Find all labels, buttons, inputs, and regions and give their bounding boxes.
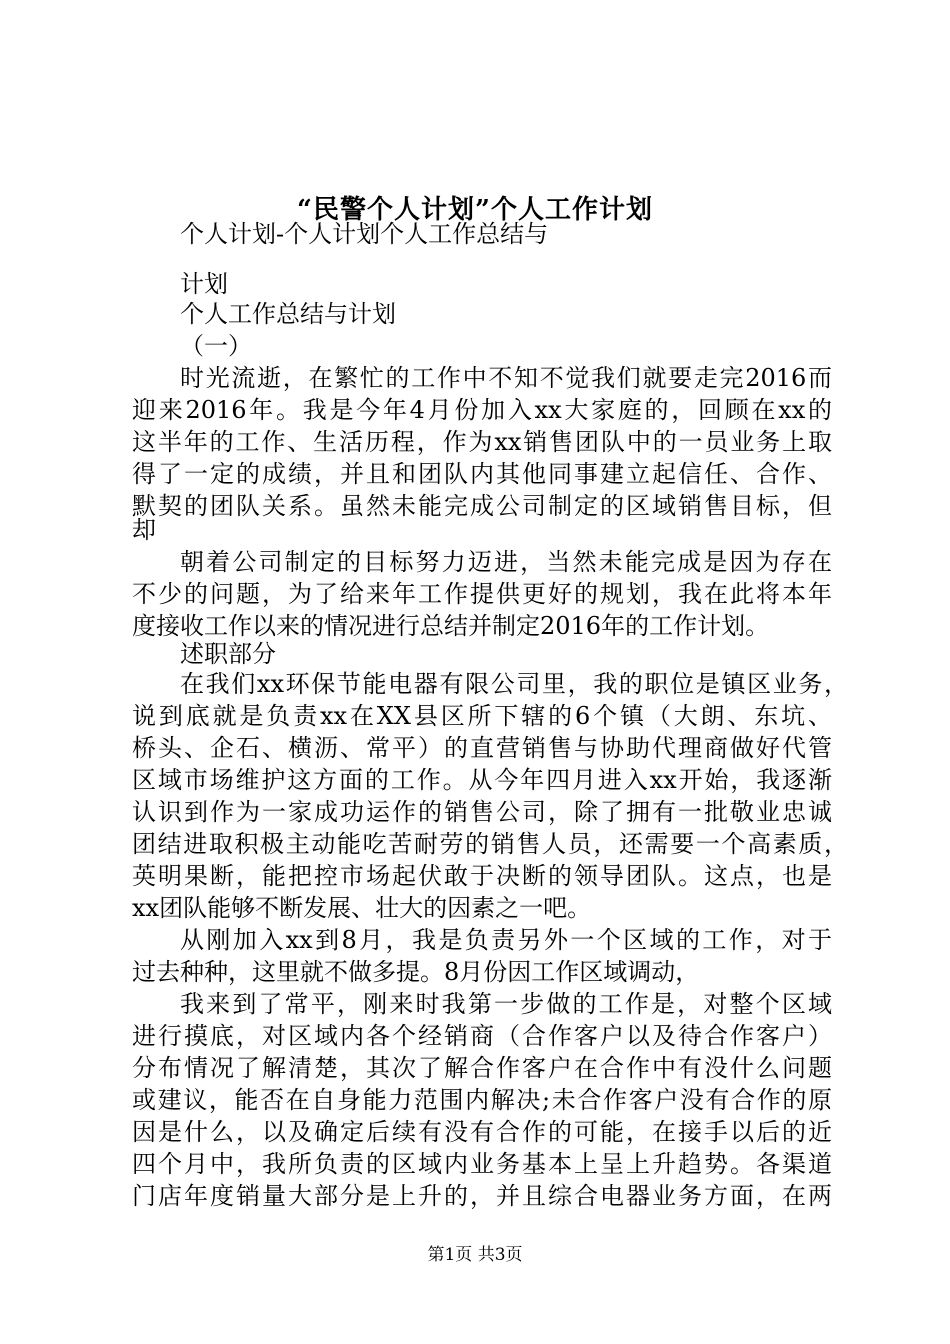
paragraph-line: 我来到了常平，刚来时我第一步做的工作是，对整个区域 xyxy=(180,990,832,1018)
paragraph-line: 因是什么，以及确定后续有没有合作的可能，在接手以后的近 xyxy=(132,1118,832,1146)
heading-line: 个人工作总结与计划 xyxy=(180,300,396,328)
paragraph-line: 桥头、企石、横沥、常平）的直营销售与协助代理商做好代管 xyxy=(132,734,832,762)
paragraph-line: 团结进取积极主动能吃苦耐劳的销售人员，还需要一个高素质， xyxy=(132,830,848,858)
paragraph-line: xx团队能够不断发展、壮大的因素之一吧。 xyxy=(132,894,592,922)
paragraph-line: 说到底就是负责xx在XX县区所下辖的6个镇（大朗、东坑、 xyxy=(132,702,832,730)
paragraph-line: 门店年度销量大部分是上升的，并且综合电器业务方面，在两 xyxy=(132,1182,832,1210)
paragraph-line: 不少的问题，为了给来年工作提供更好的规划，我在此将本年 xyxy=(132,580,832,608)
paragraph-line: 度接收工作以来的情况进行总结并制定2016年的工作计划。 xyxy=(132,612,770,640)
paragraph-line: 迎来2016年。我是今年4月份加入xx大家庭的，回顾在xx的 xyxy=(132,396,832,424)
heading-line: 计划 xyxy=(180,270,228,298)
paragraph-line: 过去种种，这里就不做多提。8月份因工作区域调动， xyxy=(132,958,700,986)
paragraph-line: 这半年的工作、生活历程，作为xx销售团队中的一员业务上取 xyxy=(132,428,832,456)
paragraph-line: 得了一定的成绩，并且和团队内其他同事建立起信任、合作、 xyxy=(132,460,832,488)
paragraph-line: 英明果断，能把控市场起伏敢于决断的领导团队。这点，也是 xyxy=(132,862,832,890)
paragraph-line: 从刚加入xx到8月，我是负责另外一个区域的工作，对于 xyxy=(180,926,832,954)
paragraph-line: 进行摸底，对区域内各个经销商（合作客户以及待合作客户） xyxy=(132,1022,832,1050)
page-number-footer: 第1页 共3页 xyxy=(427,1245,523,1265)
paragraph-line: 认识到作为一家成功运作的销售公司，除了拥有一批敬业忠诚 xyxy=(132,798,832,826)
paragraph-line: 默契的团队关系。虽然未能完成公司制定的区域销售目标，但 xyxy=(132,492,832,520)
heading-line: 个人计划-个人计划个人工作总结与 xyxy=(180,220,549,248)
section-heading: 述职部分 xyxy=(180,640,276,668)
paragraph-line: 在我们xx环保节能电器有限公司里，我的职位是镇区业务， xyxy=(180,670,848,698)
paragraph-line: 却 xyxy=(132,516,156,544)
paragraph-line: 四个月中，我所负责的区域内业务基本上呈上升趋势。各渠道 xyxy=(132,1150,832,1178)
paragraph-line: 分布情况了解清楚，其次了解合作客户在合作中有没什么问题 xyxy=(132,1054,832,1082)
paragraph-line: 或建议，能否在自身能力范围内解决;未合作客户没有合作的原 xyxy=(132,1086,832,1114)
paragraph-line: 时光流逝，在繁忙的工作中不知不觉我们就要走完2016而 xyxy=(180,364,832,392)
paragraph-line: 区域市场维护这方面的工作。从今年四月进入xx开始，我逐渐 xyxy=(132,766,832,794)
document-title: “民警个人计划”个人工作计划 xyxy=(297,195,653,225)
paragraph-line: 朝着公司制定的目标努力迈进，当然未能完成是因为存在 xyxy=(180,548,832,576)
heading-line: （一） xyxy=(180,332,252,360)
